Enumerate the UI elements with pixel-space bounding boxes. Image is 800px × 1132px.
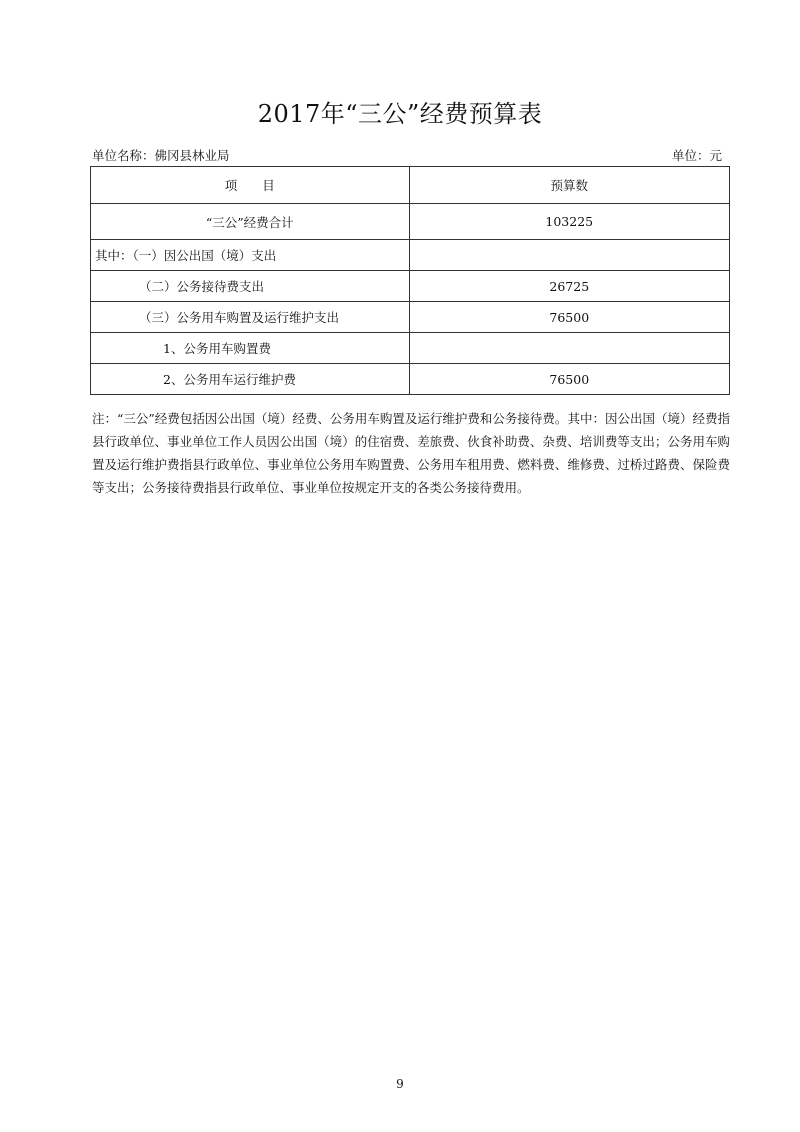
table-row	[91, 240, 730, 271]
row-value-total: 103225	[409, 204, 729, 240]
row-value-vehicle-maintenance: 76500	[409, 364, 729, 395]
row-item-reception: （二）公务接待费支出	[91, 271, 410, 302]
currency-unit-label: 单位：元	[671, 148, 722, 163]
table-header-row	[91, 167, 730, 204]
column-header-item: 项 目	[91, 167, 410, 204]
row-item-vehicle-purchase: 1、公务用车购置费	[91, 333, 410, 364]
table-row	[91, 204, 730, 240]
row-item-total: “三公”经费合计	[91, 204, 410, 240]
budget-table	[90, 166, 730, 395]
footnote: 注：“三公”经费包括因公出国（境）经费、公务用车购置及运行维护费和公务接待费。其中：因公出国（境）经费指县行政单位、事业单位工作人员因公出国（境）的住宿费、差旅费、伙食补助费、杂费、培训费等支出；公务用车购置及运行维护费指县行政单位、事业单位公务用车购置费、公务用车租用费、燃料费、维修费、过桥过路费、保险费等支出；公务接待费指县行政单位、事业单位按规定开支的各类公务接待费用。	[92, 411, 730, 495]
row-value-reception: 26725	[409, 271, 729, 302]
row-value-vehicle-purchase	[409, 333, 729, 364]
table-row	[91, 333, 730, 364]
table-meta	[92, 146, 728, 166]
row-item-vehicle: （三）公务用车购置及运行维护支出	[91, 302, 410, 333]
table-row	[91, 271, 730, 302]
table-row	[91, 364, 730, 395]
page-number: 9	[396, 1077, 404, 1091]
row-item-vehicle-maintenance: 2、公务用车运行维护费	[91, 364, 410, 395]
column-header-value: 预算数	[409, 167, 729, 204]
row-value-vehicle: 76500	[409, 302, 729, 333]
row-item-overseas: 其中：（一）因公出国（境）支出	[91, 240, 410, 271]
row-value-overseas	[409, 240, 729, 271]
unit-name-label: 单位名称：佛冈县林业局	[92, 148, 230, 163]
table-row	[91, 302, 730, 333]
page-title: 2017年“三公”经费预算表	[257, 100, 543, 128]
